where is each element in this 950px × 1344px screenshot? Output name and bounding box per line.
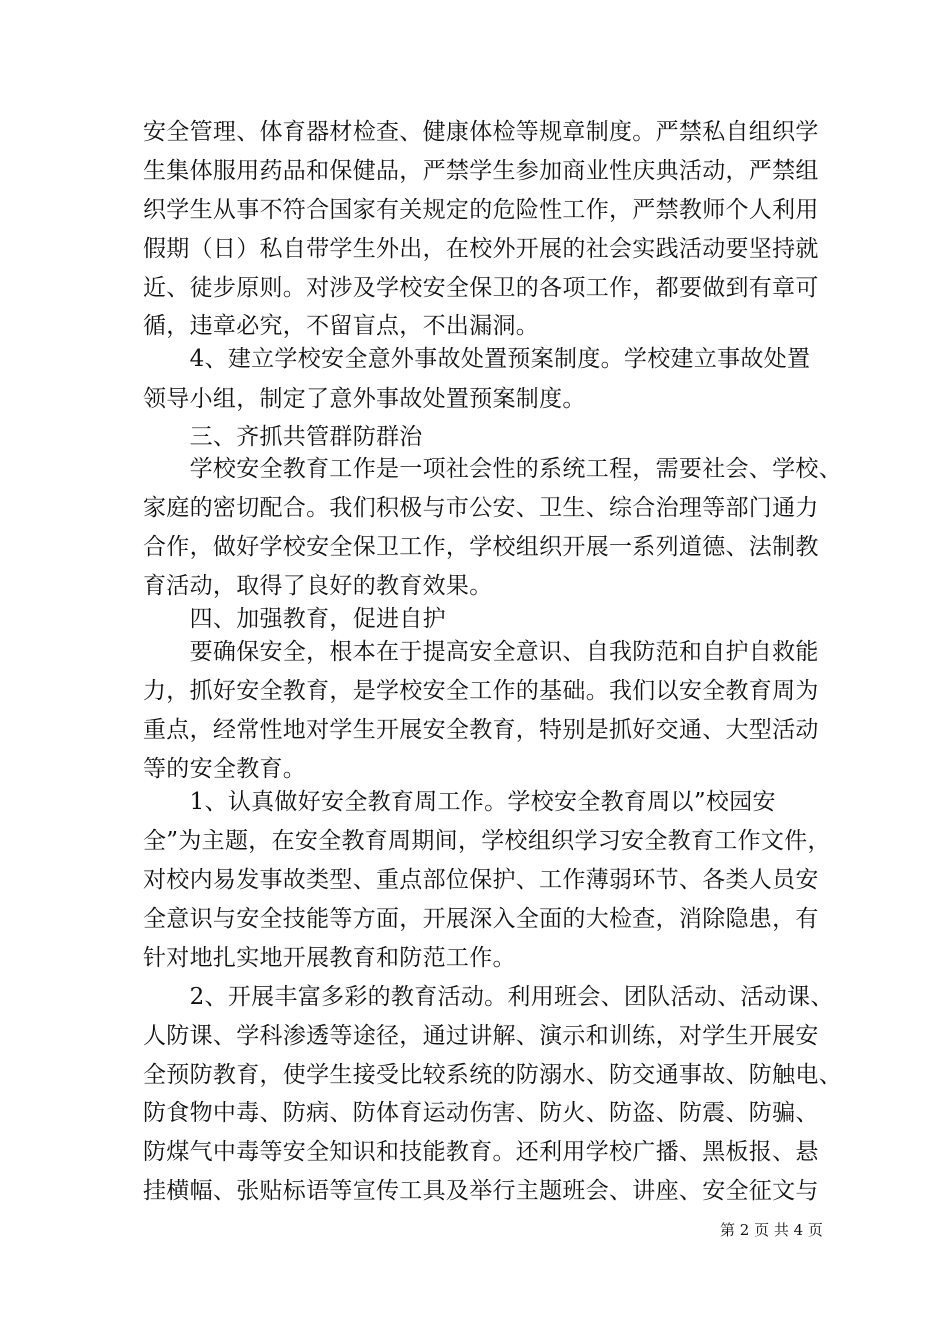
body-line: 育活动，取得了良好的教育效果。 [143,573,493,599]
section-heading: 三、齐抓共管群防群治 [143,424,423,450]
body-line: 领导小组，制定了意外事故处置预案制度。 [143,386,586,412]
body-line: 近、徒步原则。对涉及学校安全保卫的各项工作，都要做到有章可 [143,275,819,301]
body-line: 循，违章必究，不留盲点，不出漏洞。 [143,313,540,339]
body-line: 等的安全教育。 [143,756,307,782]
body-line: 要确保安全，根本在于提高安全意识、自我防范和自护自救能 [143,639,819,665]
body-line: 人防课、学科渗透等途径，通过讲解、演示和训练，对学生开展安 [143,1023,819,1049]
body-line: 家庭的密切配合。我们积极与市公安、卫生、综合治理等部门通力 [143,495,819,521]
section-heading: 四、加强教育，促进自护 [143,606,446,632]
body-line: 针对地扎实地开展教育和防范工作。 [143,945,516,971]
body-line: 2、开展丰富多彩的教育活动。利用班会、团队活动、活动课、 [143,984,834,1010]
body-line: 全意识与安全技能等方面，开展深入全面的大检查，消除隐患，有 [143,906,819,932]
body-line: 防食物中毒、防病、防体育运动伤害、防火、防盗、防震、防骗、 [143,1100,819,1126]
body-line: 学校安全教育工作是一项社会性的系统工程，需要社会、学校、 [143,456,842,482]
body-line: 重点，经常性地对学生开展安全教育，特别是抓好交通、大型活动 [143,717,819,743]
body-line: 挂横幅、张贴标语等宣传工具及举行主题班会、讲座、安全征文与 [143,1178,819,1204]
body-line: 对校内易发事故类型、重点部位保护、工作薄弱环节、各类人员安 [143,867,819,893]
body-line: 合作，做好学校安全保卫工作，学校组织开展一系列道德、法制教 [143,534,819,560]
body-line: 安全管理、体育器材检查、健康体检等规章制度。严禁私自组织学 [143,119,819,145]
body-line: 生集体服用药品和保健品，严禁学生参加商业性庆典活动，严禁组 [143,158,819,184]
body-line: 力，抓好安全教育，是学校安全工作的基础。我们以安全教育周为 [143,678,819,704]
body-line: 织学生从事不符合国家有关规定的危险性工作，严禁教师个人利用 [143,197,819,223]
body-line: 4、建立学校安全意外事故处置预案制度。学校建立事故处置 [143,346,811,372]
body-line: 防煤气中毒等安全知识和技能教育。还利用学校广播、黑板报、悬 [143,1139,819,1165]
page-number: 第 2 页 共 4 页 [720,1221,823,1239]
body-line: 假期（日）私自带学生外出，在校外开展的社会实践活动要坚持就 [143,236,819,262]
body-line: 全”为主题，在安全教育周期间，学校组织学习安全教育工作文件， [143,828,831,854]
body-line: 1、认真做好安全教育周工作。学校安全教育周以”校园安 [143,789,776,815]
body-line: 全预防教育，使学生接受比较系统的防溺水、防交通事故、防触电、 [143,1062,842,1088]
